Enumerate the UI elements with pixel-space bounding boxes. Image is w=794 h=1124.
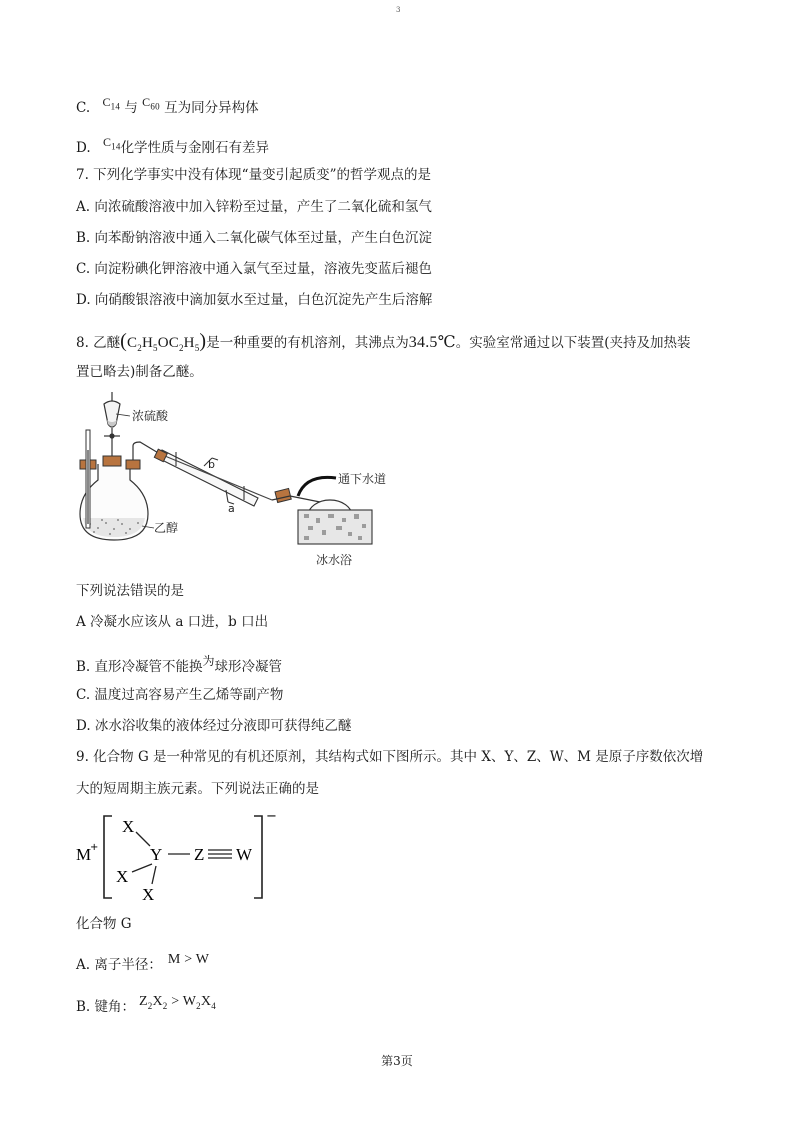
c14-formula: $C_{14}$ — [102, 95, 121, 112]
bond-y-xbottom — [152, 866, 156, 884]
thermometer — [86, 430, 90, 528]
q7-option-a: A. 向浓硫酸溶液中加入锌粉至过量，产生了二氧化硫和氢气 — [76, 199, 432, 215]
label-ethanol: 乙醇 — [154, 521, 179, 535]
atom-x-left: X — [116, 867, 129, 886]
atom-x-top: X — [122, 817, 135, 836]
q7-option-b: B. 向苯酚钠溶液中通入二氧化碳气体至过量，产生白色沉淀 — [76, 230, 433, 246]
triple-bond-z-w — [208, 850, 232, 858]
q9-caption: 化合物 G — [76, 916, 132, 932]
q9-stem-line2: 大的短周期主族元素。下列说法正确的是 — [76, 781, 319, 797]
bond-y-xleft — [132, 864, 152, 872]
page-marker: 3 — [396, 6, 401, 14]
label-b: b — [208, 458, 215, 471]
page-footer: 第3页 — [381, 1054, 413, 1068]
c60-formula: $C_{60}$ — [142, 95, 160, 112]
straight-condenser — [158, 450, 272, 506]
adapter-joint — [275, 488, 291, 502]
q6-option-d: D. $C_{14}$化学性质与金刚石有差异 — [76, 135, 270, 156]
q8-option-a: A 冷凝水应该从 a 口进，b 口出 — [76, 614, 269, 630]
right-bracket — [254, 816, 262, 898]
boiling-point: 34.5℃ — [408, 334, 456, 351]
ether-apparatus-diagram — [76, 390, 396, 575]
anion-charge: − — [266, 809, 277, 824]
stopper-right — [126, 460, 140, 469]
q7-stem: 7. 下列化学事实中没有体现“量变引起质变”的哲学观点的是 — [76, 167, 431, 183]
q9-option-a: A. 离子半径： M > W — [76, 952, 210, 973]
cation-m: M — [76, 845, 92, 864]
label-drain: 通下水道 — [338, 472, 387, 486]
bond-angle-formula: $Z_2X_2 > W_2X_4$ — [139, 994, 216, 1011]
compound-g-structure — [72, 808, 292, 908]
q8-ask: 下列说法错误的是 — [76, 583, 184, 599]
cation-charge: + — [90, 842, 99, 853]
q8-stem: 8. 乙醚$(C_2H_5OC_2H_5)$是一种重要的有机溶剂，其沸点为34.5℃。实验室常通过以下装置(夹持及加热装 — [76, 330, 691, 353]
ether-formula: $(C_2H_5OC_2H_5)$ — [120, 330, 207, 353]
bond-y-xtop — [136, 832, 150, 846]
q6-option-c: C. $C_{14}$ 与 $C_{60}$ 互为同分异构体 — [76, 95, 259, 116]
dropping-funnel — [104, 392, 120, 462]
c14-formula: $C_{14}$ — [102, 135, 121, 152]
label-ice-bath: 冰水浴 — [316, 553, 353, 567]
label-a: a — [228, 502, 235, 515]
atom-z: Z — [194, 845, 205, 864]
left-bracket — [104, 816, 112, 898]
q9-stem: 9. 化合物 G 是一种常见的有机还原剂，其结构式如下图所示。其中 X、Y、Z、W、M 是原子序数依次增 — [76, 749, 704, 765]
atom-x-bottom: X — [142, 885, 155, 904]
q8-stem-line2: 置已略去)制备乙醚。 — [76, 364, 203, 380]
q7-option-d: D. 向硝酸银溶液中滴加氨水至过量，白色沉淀先产生后溶解 — [76, 292, 433, 308]
q8-option-c: C. 温度过高容易产生乙烯等副产物 — [76, 687, 284, 703]
q8-option-d: D. 冰水浴收集的液体经过分液即可获得纯乙醚 — [76, 718, 352, 734]
q8-option-b: B. 直形冷凝管不能换为球形冷凝管 — [76, 654, 283, 675]
stopper-center — [103, 456, 121, 466]
atom-w: W — [236, 845, 253, 864]
q9-option-b: B. 键角： $Z_2X_2 > W_2X_4$ — [76, 994, 216, 1015]
atom-y: Y — [150, 845, 163, 864]
label-acid: 浓硫酸 — [132, 409, 169, 423]
q7-option-c: C. 向淀粉碘化钾溶液中通入氯气至过量，溶液先变蓝后褪色 — [76, 261, 432, 277]
ice-bath — [298, 510, 372, 544]
